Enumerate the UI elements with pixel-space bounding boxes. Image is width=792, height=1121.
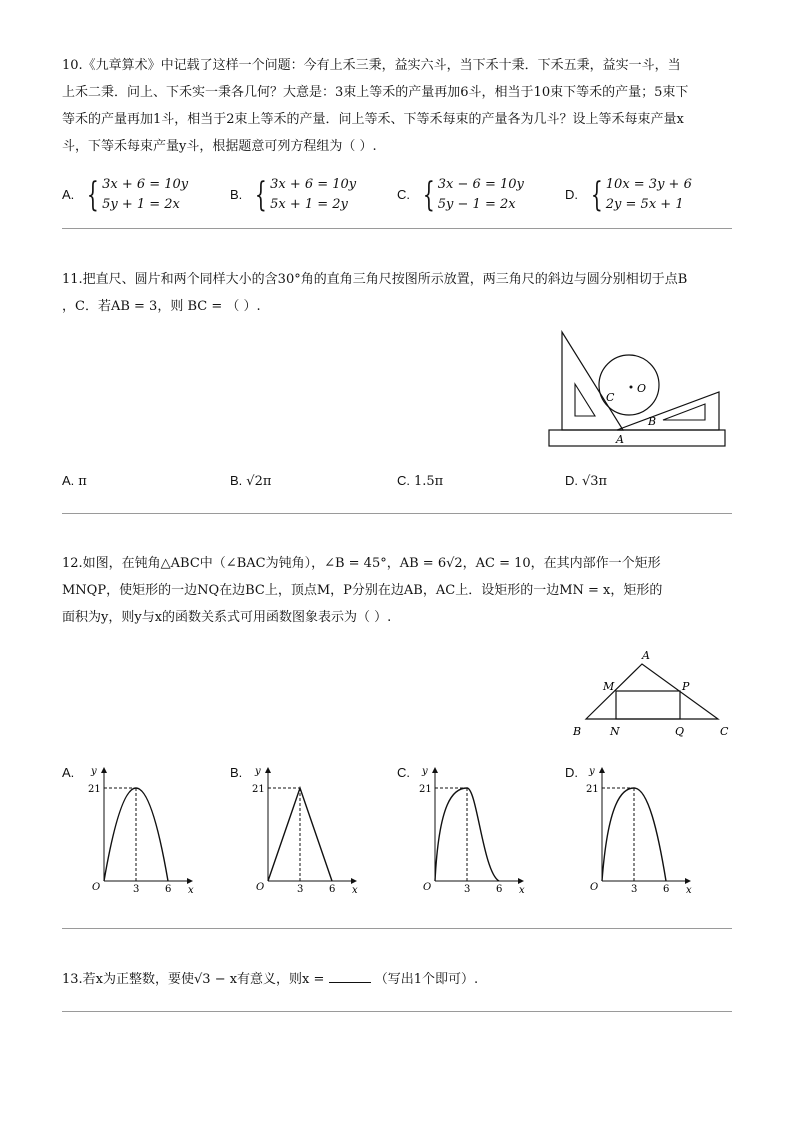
q12-option-d-label[interactable]: D. — [565, 765, 578, 780]
q10-d-eq2: 2y = 5x + 1 — [605, 197, 684, 212]
q10-c-eq2: 5y − 1 = 2x — [437, 197, 516, 212]
right-set-square-inner — [663, 404, 705, 420]
q10-option-b[interactable]: B. { 3x + 6 = 10y 5x + 1 = 2y — [230, 175, 357, 215]
q10-option-d[interactable]: D. { 10x = 3y + 6 2y = 5x + 1 — [565, 175, 692, 215]
divider — [62, 513, 732, 514]
q12-line-1: 12.如图，在钝角△ABC中（∠BAC为钝角），∠B = 45°，AB = 6√2，AC = 10，在其内部作一个矩形 — [62, 556, 661, 571]
x-label: x — [686, 885, 692, 896]
origin-label: O — [590, 882, 599, 893]
x-tick-6: 6 — [329, 884, 336, 895]
q11-option-a[interactable]: A. π — [62, 473, 87, 489]
q10-b-eq2: 5x + 1 = 2y — [270, 197, 348, 212]
label-b: B — [573, 725, 582, 738]
y-label: y — [255, 766, 261, 777]
x-tick-6: 6 — [496, 884, 503, 895]
y-label: y — [422, 766, 428, 777]
q10-line-2: 上禾二秉．问上、下禾实一秉各几何？大意是：3束上等禾的产量再加6斗，相当于10束下等禾的产量；5束下 — [62, 85, 689, 100]
x-tick-3: 3 — [631, 884, 638, 895]
q10-line-1: 10.《九章算术》中记载了这样一个问题：今有上禾三秉，益实六斗，当下禾十秉．下禾五秉，益实一斗，当 — [62, 58, 681, 73]
label-c: C — [720, 725, 729, 738]
q12-line-3: 面积为y，则y与x的函数关系式可用函数图象表示为（ ）. — [62, 610, 392, 625]
q10-d-eq1: 10x = 3y + 6 — [605, 177, 692, 192]
x-label: x — [188, 885, 194, 896]
q10-line-4: 斗，下等禾每束产量y斗，根据题意可列方程组为（ ）. — [62, 139, 377, 154]
q10-b-eq1: 3x + 6 = 10y — [270, 177, 357, 192]
y-tick-21: 21 — [419, 784, 432, 795]
q11-line-1: 11.把直尺、圆片和两个同样大小的含30°角的直角三角尺按图所示放置，两三角尺的斜边与圆分别相切于点B — [62, 272, 688, 287]
divider — [62, 228, 732, 229]
x-tick-3: 3 — [464, 884, 471, 895]
label-n: N — [610, 725, 620, 738]
label-p: P — [682, 680, 690, 693]
question-12 — [62, 550, 732, 631]
origin-label: O — [256, 882, 265, 893]
q12-triangle-figure — [568, 646, 734, 742]
rectangle-mnqp — [616, 691, 680, 719]
graph-a[interactable] — [88, 762, 198, 897]
graph-c[interactable] — [419, 762, 529, 897]
graph-b[interactable] — [252, 762, 362, 897]
left-set-square — [562, 332, 623, 430]
q11-line-2: ，C．若AB = 3，则 BC = （ ）. — [62, 299, 261, 314]
label-o: O — [637, 382, 647, 395]
q10-a-eq1: 3x + 6 = 10y — [102, 177, 189, 192]
q12-option-c-label[interactable]: C. — [397, 765, 410, 780]
divider — [62, 928, 732, 929]
q11-option-b[interactable]: B. √2π — [230, 473, 272, 489]
origin-label: O — [423, 882, 432, 893]
label-a: A — [616, 433, 624, 446]
q11-option-d[interactable]: D. √3π — [565, 473, 608, 489]
q12-option-b-label[interactable]: B. — [230, 765, 243, 780]
x-tick-6: 6 — [165, 884, 172, 895]
origin-label: O — [92, 882, 101, 893]
y-label: y — [589, 766, 595, 777]
q11-option-c[interactable]: C. 1.5π — [397, 473, 444, 489]
q10-option-a[interactable]: A. { 3x + 6 = 10y 5y + 1 = 2x — [62, 175, 189, 215]
label-c: C — [606, 391, 615, 404]
q13-prefix: 13.若x为正整数，要使√3 − x有意义，则x = — [62, 972, 325, 987]
y-tick-21: 21 — [252, 784, 265, 795]
q11-figure — [545, 328, 735, 450]
x-label: x — [519, 885, 525, 896]
q10-c-eq1: 3x − 6 = 10y — [437, 177, 524, 192]
x-tick-3: 3 — [297, 884, 304, 895]
x-tick-6: 6 — [663, 884, 670, 895]
label-a: A — [642, 649, 650, 662]
right-set-square — [617, 392, 719, 430]
circle-disc — [599, 355, 659, 415]
q10-option-c[interactable]: C. { 3x − 6 = 10y 5y − 1 = 2x — [397, 175, 524, 215]
q12-option-a-label[interactable]: A. — [62, 765, 75, 780]
q12-line-2: MNQP，使矩形的一边NQ在边BC上，顶点M，P分别在边AB，AC上．设矩形的一边MN = x，矩形的 — [62, 583, 663, 598]
question-10 — [62, 52, 732, 160]
x-tick-3: 3 — [133, 884, 140, 895]
label-b: B — [648, 415, 657, 428]
y-label: y — [91, 766, 97, 777]
y-tick-21: 21 — [88, 784, 101, 795]
left-set-square-inner — [575, 384, 595, 416]
label-q: Q — [675, 725, 685, 738]
ruler — [549, 430, 725, 446]
divider — [62, 1011, 732, 1012]
question-13 — [62, 966, 732, 993]
question-11 — [62, 266, 732, 320]
q13-answer-blank[interactable] — [329, 968, 371, 983]
y-tick-21: 21 — [586, 784, 599, 795]
q13-suffix: （写出1个即可）. — [374, 972, 479, 987]
label-m: M — [603, 680, 615, 693]
x-label: x — [352, 885, 358, 896]
graph-d[interactable] — [586, 762, 696, 897]
q10-a-eq2: 5y + 1 = 2x — [102, 197, 180, 212]
q10-line-3: 等禾的产量再加1斗，相当于2束上等禾的产量．问上等禾、下等禾每束的产量各为几斗？设上等禾每束产量x — [62, 112, 684, 127]
center-dot — [630, 386, 633, 389]
